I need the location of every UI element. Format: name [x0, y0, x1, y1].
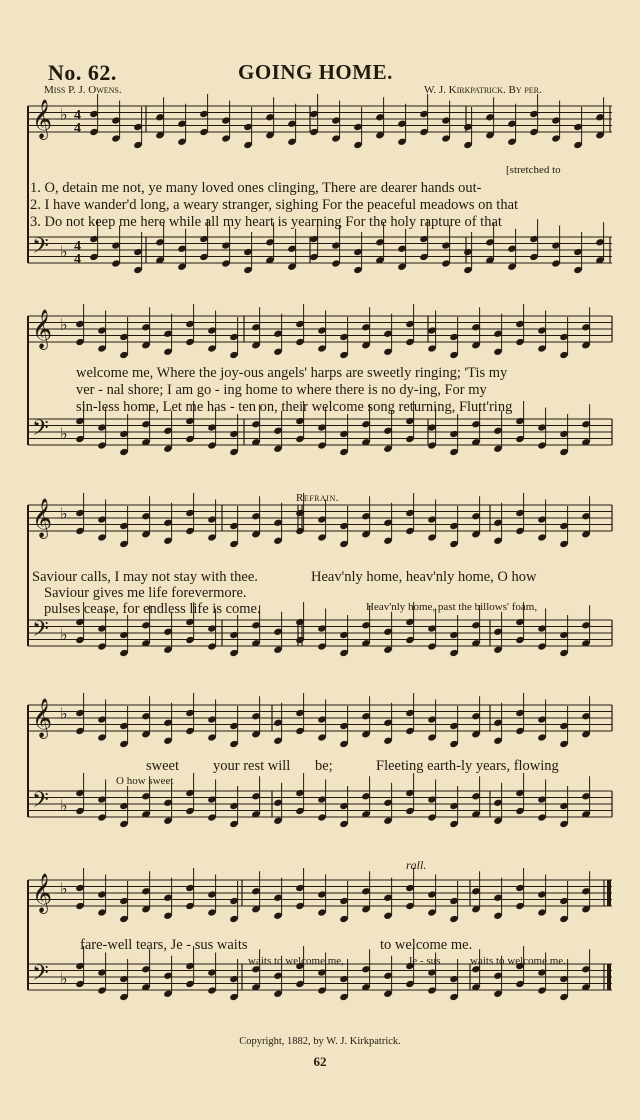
time-signature: 4	[74, 252, 81, 267]
bass-clef: 𝄢	[32, 416, 49, 446]
verse-1-line-3: Saviour calls, I may not stay with thee.	[32, 569, 258, 585]
refrain-words-welcome: to welcome me.	[380, 937, 473, 953]
flat-sign: ♭	[60, 706, 68, 723]
hymn-title: GOING HOME.	[238, 60, 393, 84]
final-barline	[607, 880, 611, 906]
refrain-word-be: be;	[315, 758, 333, 774]
verse-3-line-1: 3. Do not keep me here while all my heart is yearning For the holy rapture of that	[30, 214, 502, 230]
lyricist-credit: Miss P. J. Owens.	[44, 84, 122, 96]
refrain-label: Refrain.	[296, 492, 339, 504]
bass-clef: 𝄢	[32, 788, 49, 818]
verse-2-line-1: 2. I have wander'd long, a weary stranger, sighing For the peaceful meadows on that	[30, 197, 519, 213]
bass-clef: 𝄢	[32, 234, 49, 264]
treble-clef: 𝄞	[32, 698, 53, 738]
refrain-line-1: Heav'nly home, heav'nly home, O how	[311, 569, 537, 585]
flat-sign: ♭	[60, 627, 68, 644]
page-number: 62	[313, 1054, 327, 1069]
verse-1-line-2: welcome me, Where the joy-ous angels' harps are sweetly ringing; 'Tis my	[76, 365, 508, 381]
verse-overflow-note: [stretched to	[506, 164, 561, 176]
time-signature: 4	[74, 108, 81, 123]
hymn-number: No. 62.	[48, 60, 117, 85]
flat-sign: ♭	[60, 426, 68, 443]
refrain-bass-words: Heav'nly home, past the billows' foam,	[366, 601, 538, 613]
composer-credit: W. J. Kirkpatrick. By per.	[424, 84, 542, 96]
bass-clef: 𝄢	[32, 617, 49, 647]
treble-clef: 𝄞	[32, 99, 53, 139]
bass-words-3: waits to welcome me.	[470, 955, 566, 967]
rall-marking: rall.	[406, 858, 427, 872]
time-signature: 4	[74, 239, 81, 254]
verse-2-line-3: Saviour gives me life forevermore.	[44, 585, 247, 601]
verse-1-line-1: 1. O, detain me not, ye many loved ones clinging, There are dearer hands out-	[30, 180, 482, 196]
treble-clef: 𝄞	[32, 498, 53, 538]
verse-3-line-2: sin-less home, Let me has - ten on, their welcome song returning, Flutt'ring	[76, 399, 513, 415]
flat-sign: ♭	[60, 107, 68, 124]
time-signature: 4	[74, 121, 81, 136]
refrain-alto-words: O how sweet	[116, 775, 174, 787]
treble-clef: 𝄞	[32, 873, 53, 913]
flat-sign: ♭	[60, 798, 68, 815]
bass-words-1: waits to welcome me,	[248, 955, 344, 967]
flat-sign: ♭	[60, 317, 68, 334]
flat-sign: ♭	[60, 881, 68, 898]
refrain-words-rest: your rest will	[213, 758, 291, 774]
verse-3-line-3: pulses cease, for endless life is come.	[44, 601, 261, 617]
refrain-word-sweet: sweet	[146, 758, 180, 774]
bass-words-2: Je - sus	[408, 955, 441, 967]
flat-sign: ♭	[60, 506, 68, 523]
flat-sign: ♭	[60, 244, 68, 261]
refrain-words-fleeting: Fleeting earth-ly years, flowing	[376, 758, 559, 774]
final-barline	[607, 964, 611, 990]
copyright-notice: Copyright, 1882, by W. J. Kirkpatrick.	[239, 1036, 401, 1047]
verse-2-line-2: ver - nal shore; I am go - ing home to where there is no dy-ing, For my	[76, 382, 487, 398]
treble-clef: 𝄞	[32, 309, 53, 349]
bass-clef: 𝄢	[32, 961, 49, 991]
flat-sign: ♭	[60, 971, 68, 988]
refrain-words-farewell: fare-well tears, Je - sus waits	[80, 937, 248, 953]
